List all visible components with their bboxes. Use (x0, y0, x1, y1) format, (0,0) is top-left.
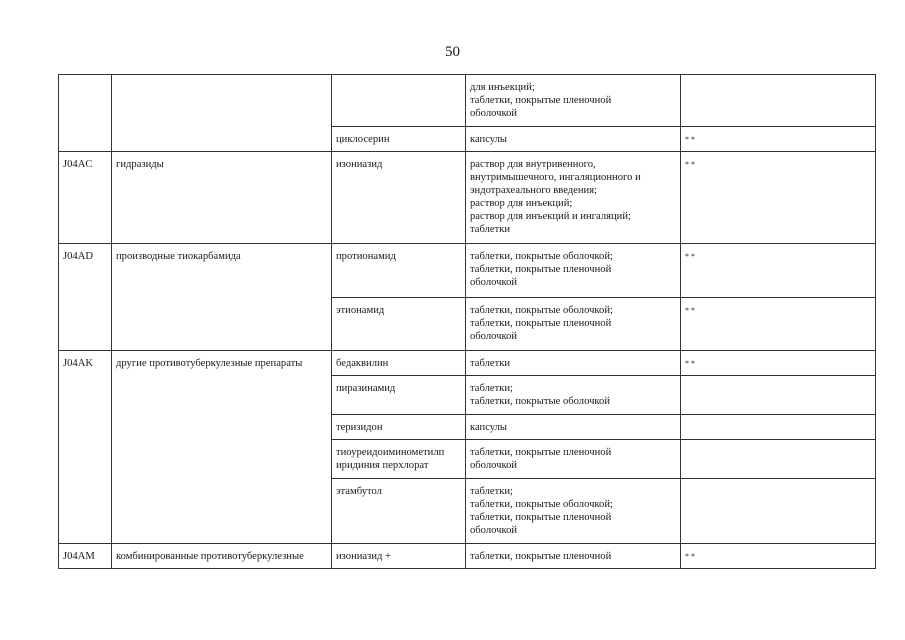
group-cell: другие противотуберкулезные препараты (112, 351, 332, 544)
substance-cell: изониазид + (332, 544, 466, 569)
table-row (59, 544, 876, 569)
form-cell: таблетки, покрытые оболочкой; таблетки, покрытые пленочной оболочкой (466, 298, 681, 351)
note-cell: ** (681, 298, 876, 351)
note-cell: ** (681, 351, 876, 376)
substance-cell (332, 75, 466, 127)
table-row (59, 244, 876, 298)
form-cell: таблетки; таблетки, покрытые оболочкой (466, 376, 681, 415)
form-cell: таблетки (466, 351, 681, 376)
table-row (59, 351, 876, 376)
form-cell: таблетки, покрытые пленочной (466, 544, 681, 569)
drug-table (58, 74, 876, 569)
note-cell: ** (681, 127, 876, 152)
substance-cell: этамбутол (332, 479, 466, 544)
atc-code-cell: J04AK (59, 351, 112, 544)
group-cell: производные тиокарбамида (112, 244, 332, 351)
substance-cell: теризидон (332, 415, 466, 440)
form-cell: таблетки, покрытые оболочкой; таблетки, покрытые пленочной оболочкой (466, 244, 681, 298)
page-number: 50 (445, 44, 460, 60)
note-cell (681, 415, 876, 440)
table-row (59, 152, 876, 244)
form-cell: для инъекций; таблетки, покрытые пленочной оболочкой (466, 75, 681, 127)
group-cell (112, 75, 332, 152)
form-cell: раствор для внутривенного, внутримышечного, ингаляционного и эндотрахеального введения; раствор для инъекций; раствор для инъекций и ингаляций; таблетки (466, 152, 681, 244)
note-cell (681, 75, 876, 127)
atc-code-cell: J04AC (59, 152, 112, 244)
substance-cell: циклосерин (332, 127, 466, 152)
form-cell: капсулы (466, 127, 681, 152)
table-row (59, 75, 876, 127)
note-cell (681, 376, 876, 415)
note-cell (681, 479, 876, 544)
substance-cell: бедаквилин (332, 351, 466, 376)
substance-cell: протионамид (332, 244, 466, 298)
substance-cell: тиоуреидоиминометилп иридиния перхлорат (332, 440, 466, 479)
group-cell: комбинированные противотуберкулезные (112, 544, 332, 569)
note-cell: ** (681, 544, 876, 569)
form-cell: капсулы (466, 415, 681, 440)
atc-code-cell (59, 75, 112, 152)
note-cell: ** (681, 152, 876, 244)
form-cell: таблетки; таблетки, покрытые оболочкой; таблетки, покрытые пленочной оболочкой (466, 479, 681, 544)
substance-cell: пиразинамид (332, 376, 466, 415)
form-cell: таблетки, покрытые пленочной оболочкой (466, 440, 681, 479)
note-cell: ** (681, 244, 876, 298)
substance-cell: этионамид (332, 298, 466, 351)
note-cell (681, 440, 876, 479)
substance-cell: изониазид (332, 152, 466, 244)
atc-code-cell: J04AM (59, 544, 112, 569)
atc-code-cell: J04AD (59, 244, 112, 351)
group-cell: гидразиды (112, 152, 332, 244)
